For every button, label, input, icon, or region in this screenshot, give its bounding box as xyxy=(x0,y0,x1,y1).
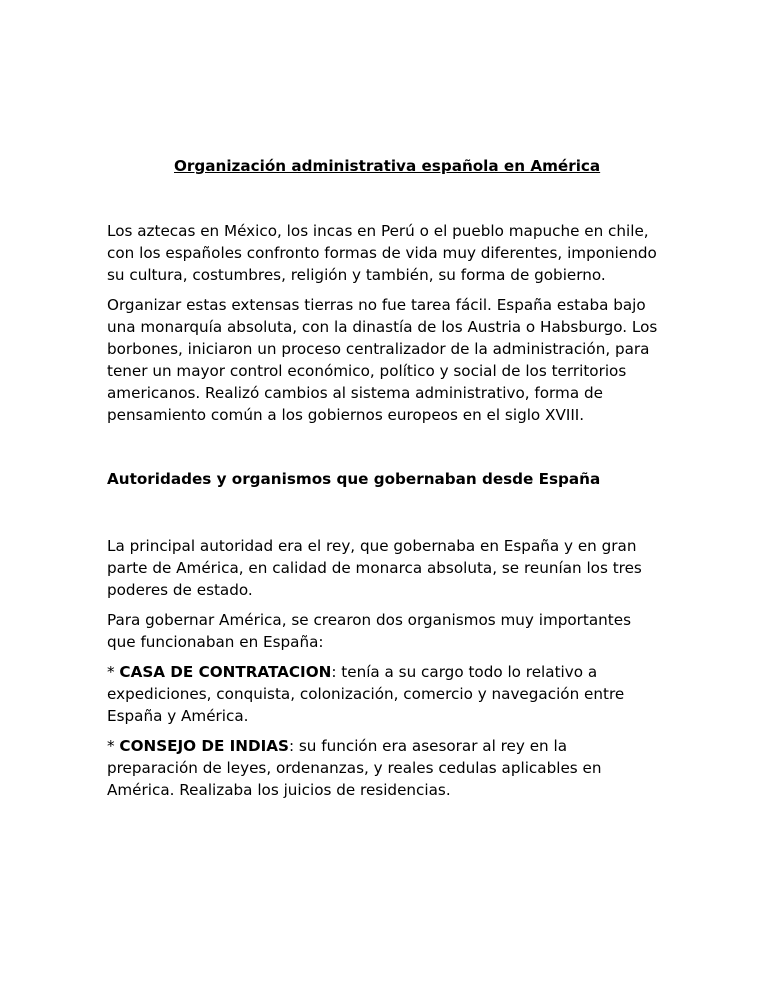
casa-description-start: : tenía a su cargo todo lo relativo a xyxy=(331,663,598,681)
second-paragraph-line: tener un mayor control económico, político y social de los territorios xyxy=(107,362,627,380)
casa-item-line: expediciones, conquista, colonización, comercio y navegación entre xyxy=(107,685,625,703)
casa-term: CASA DE CONTRATACION xyxy=(119,663,332,681)
section-heading: Autoridades y organismos que gobernaban desde España xyxy=(107,470,601,488)
consejo-de-indias-item xyxy=(107,735,667,801)
consejo-description-start: : su función era asesorar al rey en la xyxy=(288,737,568,755)
casa-item-first-line xyxy=(107,661,667,683)
intro-line: su cultura, costumbres, religión y también, su forma de gobierno. xyxy=(107,266,606,284)
third-paragraph-line: poderes de estado. xyxy=(107,581,253,599)
intro-line: Los aztecas en México, los incas en Perú o el pueblo mapuche en chile, xyxy=(107,222,649,240)
consejo-item-line: preparación de leyes, ordenanzas, y reales cedulas aplicables en xyxy=(107,759,602,777)
intro-paragraph xyxy=(107,220,667,286)
second-paragraph xyxy=(107,294,667,426)
consejo-item-first-line xyxy=(107,735,667,757)
intro-line: con los españoles confronto formas de vida muy diferentes, imponiendo xyxy=(107,244,657,262)
document-title: Organización administrativa española en América xyxy=(174,157,601,175)
document-body xyxy=(107,155,667,809)
third-paragraph-line: parte de América, en calidad de monarca absoluta, se reunían los tres xyxy=(107,559,642,577)
second-paragraph-line: borbones, iniciaron un proceso centralizador de la administración, para xyxy=(107,340,650,358)
second-paragraph-line: Organizar estas extensas tierras no fue tarea fácil. España estaba bajo xyxy=(107,296,646,314)
fourth-paragraph-line: que funcionaban en España: xyxy=(107,633,324,651)
fourth-paragraph-line: Para gobernar América, se crearon dos organismos muy importantes xyxy=(107,611,632,629)
second-paragraph-line: americanos. Realizó cambios al sistema administrativo, forma de xyxy=(107,384,603,402)
consejo-term: CONSEJO DE INDIAS xyxy=(119,737,289,755)
second-paragraph-line: pensamiento común a los gobiernos europeos en el siglo XVIII. xyxy=(107,406,585,424)
fourth-paragraph xyxy=(107,609,667,653)
consejo-bullet: * xyxy=(107,737,120,755)
second-paragraph-line: una monarquía absoluta, con la dinastía de los Austria o Habsburgo. Los xyxy=(107,318,658,336)
casa-de-contratacion-item xyxy=(107,661,667,727)
third-paragraph-line: La principal autoridad era el rey, que gobernaba en España y en gran xyxy=(107,537,637,555)
third-paragraph xyxy=(107,535,667,601)
consejo-item-line: América. Realizaba los juicios de residencias. xyxy=(107,781,451,799)
casa-item-line: España y América. xyxy=(107,707,249,725)
casa-bullet: * xyxy=(107,663,120,681)
